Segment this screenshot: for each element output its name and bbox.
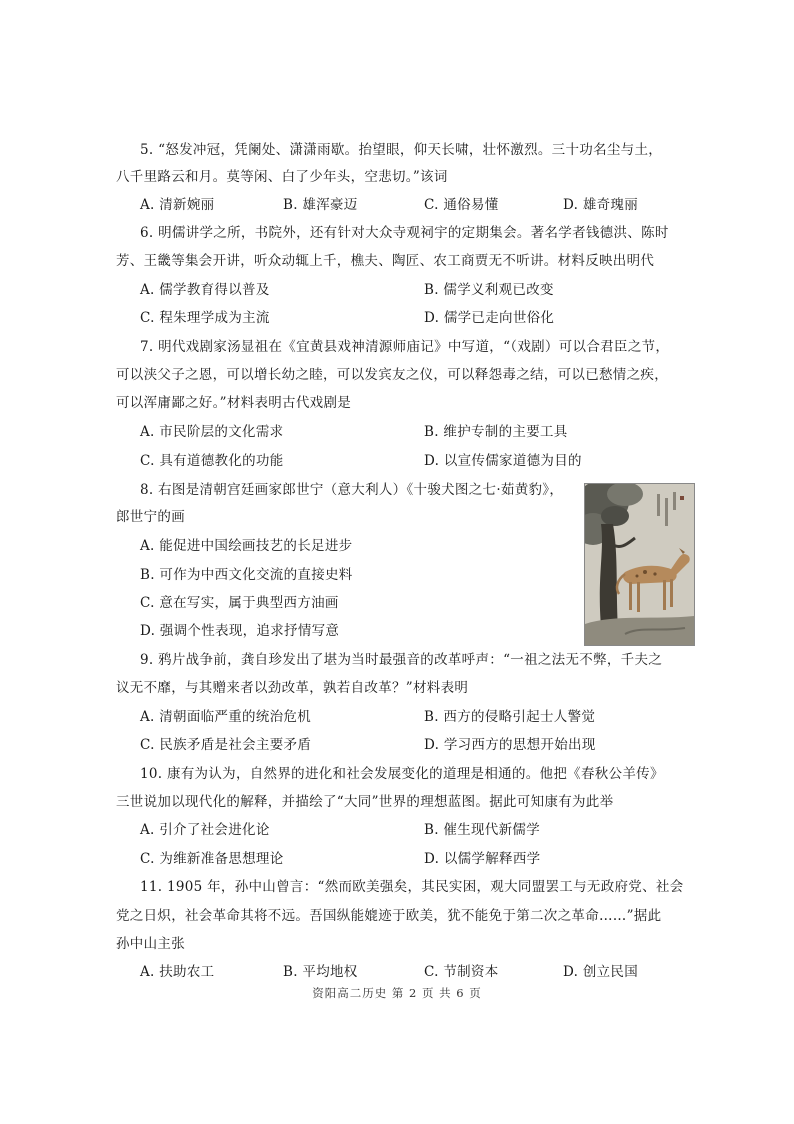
q5-option-b: B. 雄浑豪迈 bbox=[283, 197, 358, 213]
q5-stem-line-2: 八千里路云和月。莫等闲、白了少年头，空悲切。”该词 bbox=[116, 169, 448, 185]
q8-option-b: B. 可作为中西文化交流的直接史料 bbox=[140, 567, 353, 583]
q5-option-c: C. 通俗易懂 bbox=[424, 197, 499, 213]
q10-stem-line-1: 10. 康有为认为，自然界的进化和社会发展变化的道理是相通的。他把《春秋公羊传》 bbox=[140, 766, 664, 782]
q7-option-c: C. 具有道德教化的功能 bbox=[140, 453, 284, 469]
q10-option-d: D. 以儒学解释西学 bbox=[424, 851, 541, 867]
q9-option-c: C. 民族矛盾是社会主要矛盾 bbox=[140, 737, 312, 753]
q9-stem-line-1: 9. 鸦片战争前，龚自珍发出了堪为当时最强音的改革呼声：“一祖之法无不弊，千夫之 bbox=[140, 652, 663, 668]
q5-stem-line-1: 5. “怒发冲冠，凭阑处、潇潇雨歇。抬望眼，仰天长啸，壮怀激烈。三十功名尘与土， bbox=[140, 142, 663, 158]
q8-stem-line-1: 8. 右图是清朝宫廷画家郎世宁（意大利人）《十骏犬图之七·茹黄豹》， bbox=[140, 482, 564, 498]
q8-option-d: D. 强调个性表现，追求抒情写意 bbox=[140, 623, 340, 639]
q10-option-c: C. 为维新准备思想理论 bbox=[140, 851, 284, 867]
q11-option-d: D. 创立民国 bbox=[563, 964, 639, 980]
q7-stem-line-2: 可以浃父子之恩，可以增长幼之睦，可以发宾友之仪，可以释怨毒之结，可以已愁情之疾， bbox=[116, 367, 668, 383]
q7-stem-line-3: 可以浑庸鄙之好。”材料表明古代戏剧是 bbox=[116, 395, 352, 411]
page-footer: 资阳高二历史 第 2 页 共 6 页 bbox=[312, 986, 482, 1000]
q6-stem-line-1: 6. 明儒讲学之所，书院外，还有针对大众寺观祠宇的定期集会。著名学者钱德洪、陈时 bbox=[140, 225, 669, 241]
q9-option-b: B. 西方的侵略引起士人警觉 bbox=[424, 709, 596, 725]
q9-option-d: D. 学习西方的思想开始出现 bbox=[424, 737, 596, 753]
hound-painting-svg bbox=[585, 484, 694, 645]
q10-option-b: B. 催生现代新儒学 bbox=[424, 822, 541, 838]
q6-stem-line-2: 芳、王畿等集会开讲，听众动辄上千，樵夫、陶匠、农工商贾无不听讲。材料反映出明代 bbox=[116, 253, 655, 269]
q6-option-c: C. 程朱理学成为主流 bbox=[140, 310, 270, 326]
hound-painting-image bbox=[584, 483, 695, 646]
q7-option-a: A. 市民阶层的文化需求 bbox=[140, 424, 284, 440]
q11-stem-line-1: 11. 1905 年，孙中山曾言：“然而欧美强矣，其民实困，观大同盟罢工与无政府党、社会 bbox=[140, 879, 684, 895]
q11-stem-line-3: 孙中山主张 bbox=[116, 936, 185, 952]
q11-option-a: A. 扶助农工 bbox=[140, 964, 215, 980]
q10-option-a: A. 引介了社会进化论 bbox=[140, 822, 270, 838]
q11-stem-line-2: 党之日炽，社会革命其将不远。吾国纵能媲迹于欧美，犹不能免于第二次之革命……”据此 bbox=[116, 908, 662, 924]
q8-stem-line-2: 郎世宁的画 bbox=[116, 509, 185, 525]
q6-option-d: D. 儒学已走向世俗化 bbox=[424, 310, 555, 326]
q8-option-c: C. 意在写实，属于典型西方油画 bbox=[140, 595, 339, 611]
q5-option-a: A. 清新婉丽 bbox=[140, 197, 215, 213]
q11-option-c: C. 节制资本 bbox=[424, 964, 499, 980]
q9-option-a: A. 清朝面临严重的统治危机 bbox=[140, 709, 312, 725]
q6-option-a: A. 儒学教育得以普及 bbox=[140, 282, 270, 298]
q10-stem-line-2: 三世说加以现代化的解释，并描绘了“大同”世界的理想蓝图。据此可知康有为此举 bbox=[116, 794, 614, 810]
q8-option-a: A. 能促进中国绘画技艺的长足进步 bbox=[140, 538, 353, 554]
q7-option-b: B. 维护专制的主要工具 bbox=[424, 424, 568, 440]
q7-option-d: D. 以宣传儒家道德为目的 bbox=[424, 453, 582, 469]
q5-option-d: D. 雄奇瑰丽 bbox=[563, 197, 639, 213]
q6-option-b: B. 儒学义利观已改变 bbox=[424, 282, 554, 298]
q7-stem-line-1: 7. 明代戏剧家汤显祖在《宜黄县戏神清源师庙记》中写道，“（戏剧）可以合君臣之节， bbox=[140, 339, 670, 355]
q11-option-b: B. 平均地权 bbox=[283, 964, 358, 980]
q9-stem-line-2: 议无不靡，与其赠来者以劲改革，孰若自改革？”材料表明 bbox=[116, 680, 469, 696]
